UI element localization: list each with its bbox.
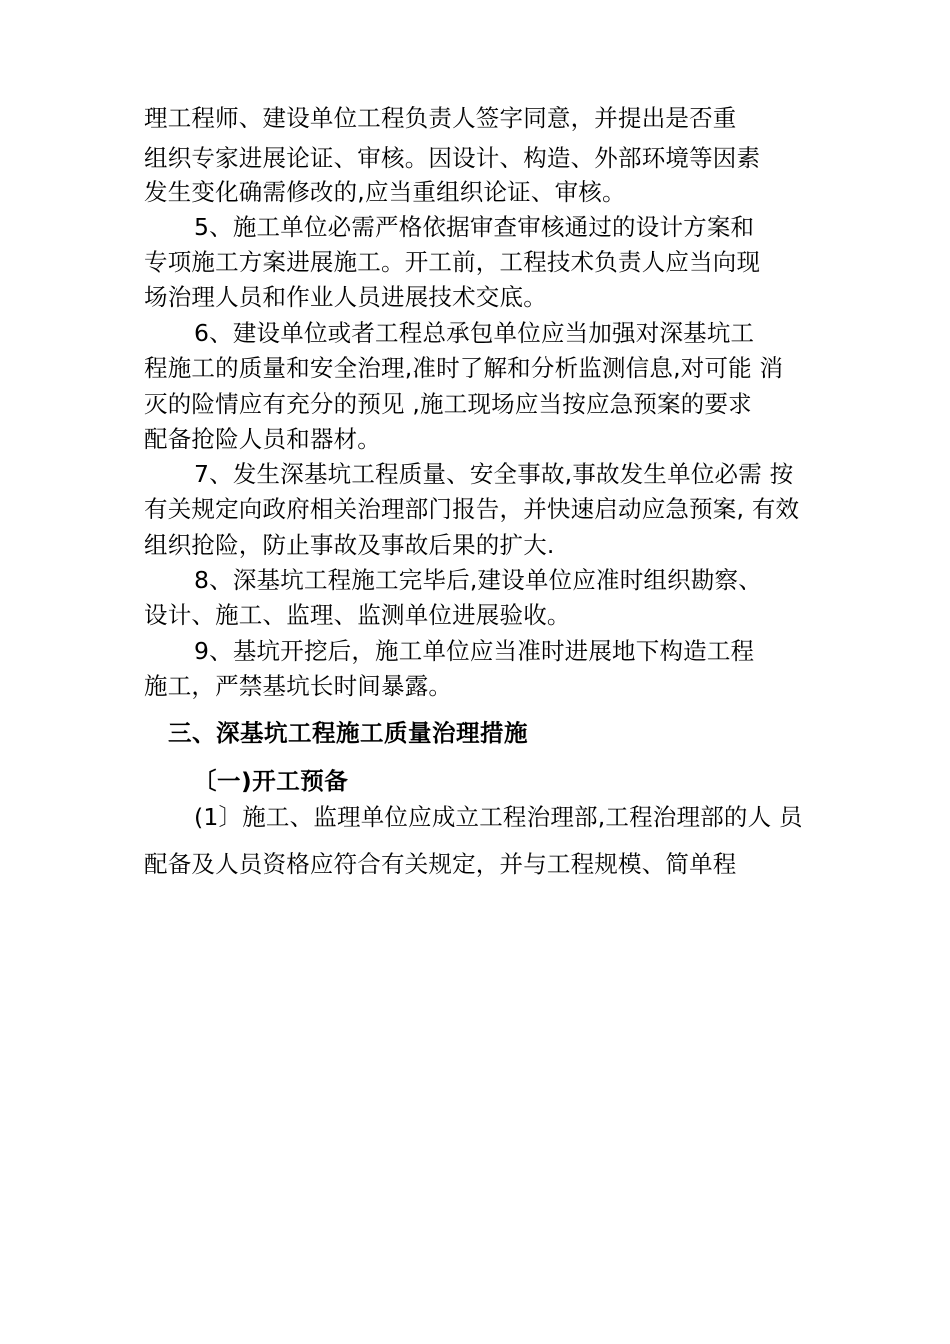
text-line: 5、施工单位必需严格依据审查审核通过的设计方案和 bbox=[194, 213, 755, 241]
text-line: 施工，严禁基坑长时间暴露。 bbox=[144, 672, 453, 700]
text-line: 配备抢险人员和器材。 bbox=[144, 425, 381, 453]
text-line: 设计、施工、监理、监测单位进展验收。 bbox=[144, 601, 571, 629]
text-line: 理工程师、建设单位工程负责人签字同意，并提出是否重 bbox=[144, 104, 737, 132]
text-line: 9、基坑开挖后，施工单位应当准时进展地下构造工程 bbox=[194, 637, 755, 665]
text-line: 场治理人员和作业人员进展技术交底。 bbox=[144, 283, 547, 311]
text-line: 6、建设单位或者工程总承包单位应当加强对深基坑工 bbox=[194, 319, 755, 347]
text-line: 发生变化确需修改的,应当重组织论证、审核。 bbox=[144, 178, 626, 206]
section-heading: 三、深基坑工程施工质量治理措施 bbox=[168, 719, 528, 747]
text-line: 配备及人员资格应符合有关规定，并与工程规模、简单程 bbox=[144, 850, 737, 878]
text-line: 灭的险情应有充分的预见 ,施工现场应当按应急预案的要求 bbox=[144, 390, 752, 418]
text-line: 组织抢险，防止事故及事故后果的扩大. bbox=[144, 531, 555, 559]
text-line: 8、深基坑工程施工完毕后,建设单位应准时组织勘察、 bbox=[194, 566, 762, 594]
text-line: 程施工的质量和安全治理,准时了解和分析监测信息,对可能 消 bbox=[144, 354, 784, 382]
subsection-heading: 〔一)开工预备 bbox=[193, 767, 349, 795]
text-line: 7、发生深基坑工程质量、安全事故,事故发生单位必需 按 bbox=[194, 460, 794, 488]
text-line: 组织专家进展论证、审核。因设计、构造、外部环境等因素 bbox=[144, 144, 761, 172]
text-line: (1〕施工、监理单位应成立工程治理部,工程治理部的人 员 bbox=[194, 803, 803, 831]
text-line: 专项施工方案进展施工。开工前，工程技术负责人应当向现 bbox=[144, 248, 761, 276]
text-line: 有关规定向政府相关治理部门报告，并快速启动应急预案, 有效 bbox=[144, 495, 800, 523]
